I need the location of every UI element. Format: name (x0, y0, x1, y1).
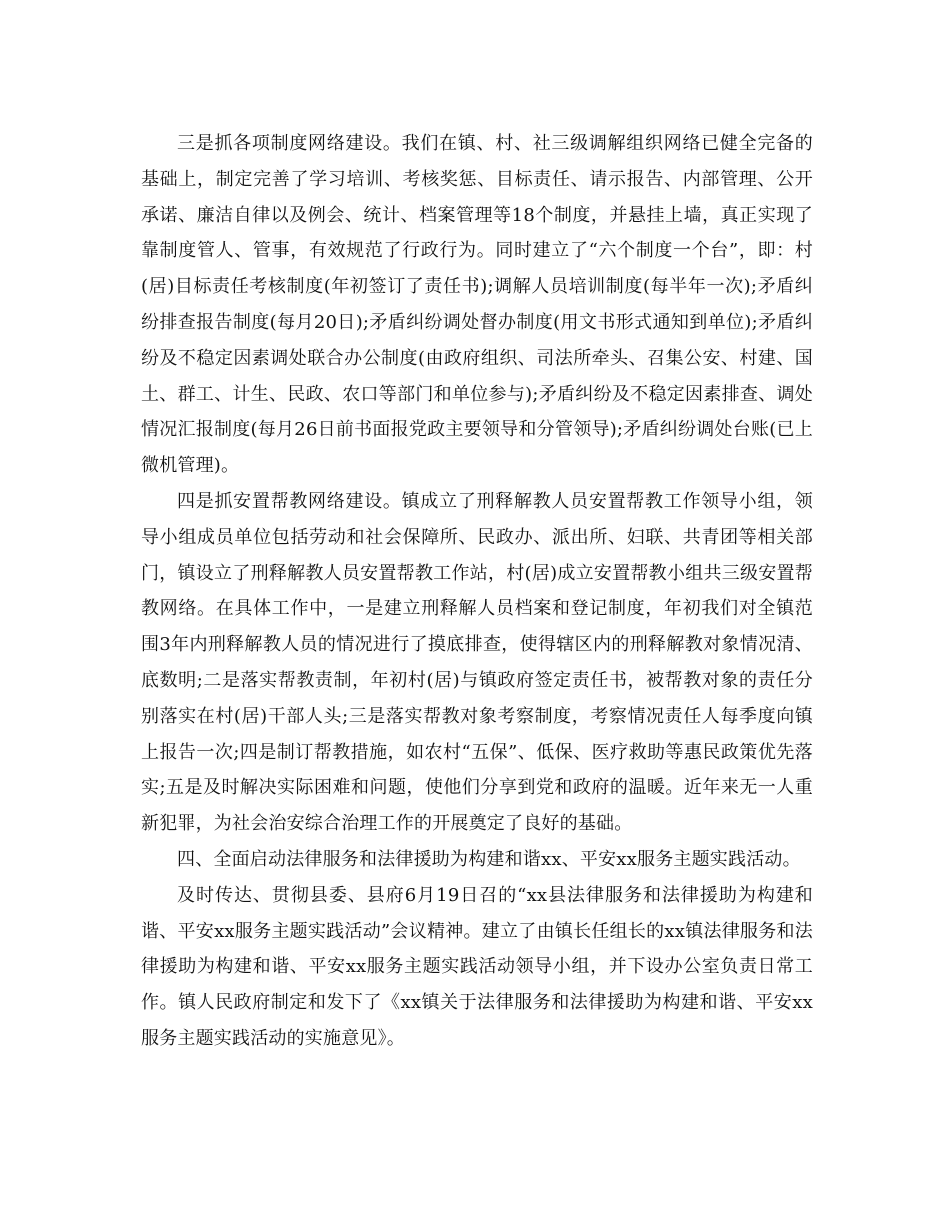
paragraph-institution-network: 三是抓各项制度网络建设。我们在镇、村、社三级调解组织网络已健全完备的基础上，制定完善了学习培训、考核奖惩、目标责任、请示报告、内部管理、公开承诺、廉洁自律以及例会、统计、档案管理等18个制度，并悬挂上墙，真正实现了靠制度管人、管事，有效规范了行政行为。同时建立了“六个制度一个台”，即：村(居)目标责任考核制度(年初签订了责任书);调解人员培训制度(每半年一次);矛盾纠纷排查报告制度(每月20日);矛盾纠纷调处督办制度(用文书形式通知到单位);矛盾纠纷及不稳定因素调处联合办公制度(由政府组织、司法所牵头、召集公安、村建、国土、群工、计生、民政、农口等部门和单位参与);矛盾纠纷及不稳定因素排查、调处情况汇报制度(每月26日前书面报党政主要领导和分管领导);矛盾纠纷调处台账(已上微机管理)。 (141, 133, 813, 477)
paragraph-section-heading: 四、全面启动法律服务和法律援助为构建和谐xx、平安xx服务主题实践活动。 (177, 848, 801, 870)
paragraph-resettlement-network: 四是抓安置帮教网络建设。镇成立了刑释解教人员安置帮教工作领导小组，领导小组成员单位包括劳动和社会保障所、民政办、派出所、妇联、共青团等相关部门，镇设立了刑释解教人员安置帮教工作站，村(居)成立安置帮教小组共三级安置帮教网络。在具体工作中，一是建立刑释解人员档案和登记制度，年初我们对全镇范围3年内刑释解教人员的情况进行了摸底排查，使得辖区内的刑释解教对象情况清、底数明;二是落实帮教责制，年初村(居)与镇政府签定责任书，被帮教对象的责任分别落实在村(居)干部人头;三是落实帮教对象考察制度，考察情况责任人每季度向镇上报告一次;四是制订帮教措施，如农村“五保”、低保、医疗救助等惠民政策优先落实;五是及时解决实际困难和问题，使他们分享到党和政府的温暖。近年来无一人重新犯罪，为社会治安综合治理工作的开展奠定了良好的基础。 (141, 490, 813, 835)
paragraph-legal-service-activity: 及时传达、贯彻县委、县府6月19日召的“xx县法律服务和法律援助为构建和谐、平安xx服务主题实践活动”会议精神。建立了由镇长任组长的xx镇法律服务和法律援助为构建和谐、平安xx服务主题实践活动领导小组，并下设办公室负责日常工作。镇人民政府制定和发下了《xx镇关于法律服务和法律援助为构建和谐、平安xx服务主题实践活动的实施意见》。 (141, 884, 813, 1049)
document-body (141, 126, 813, 1057)
